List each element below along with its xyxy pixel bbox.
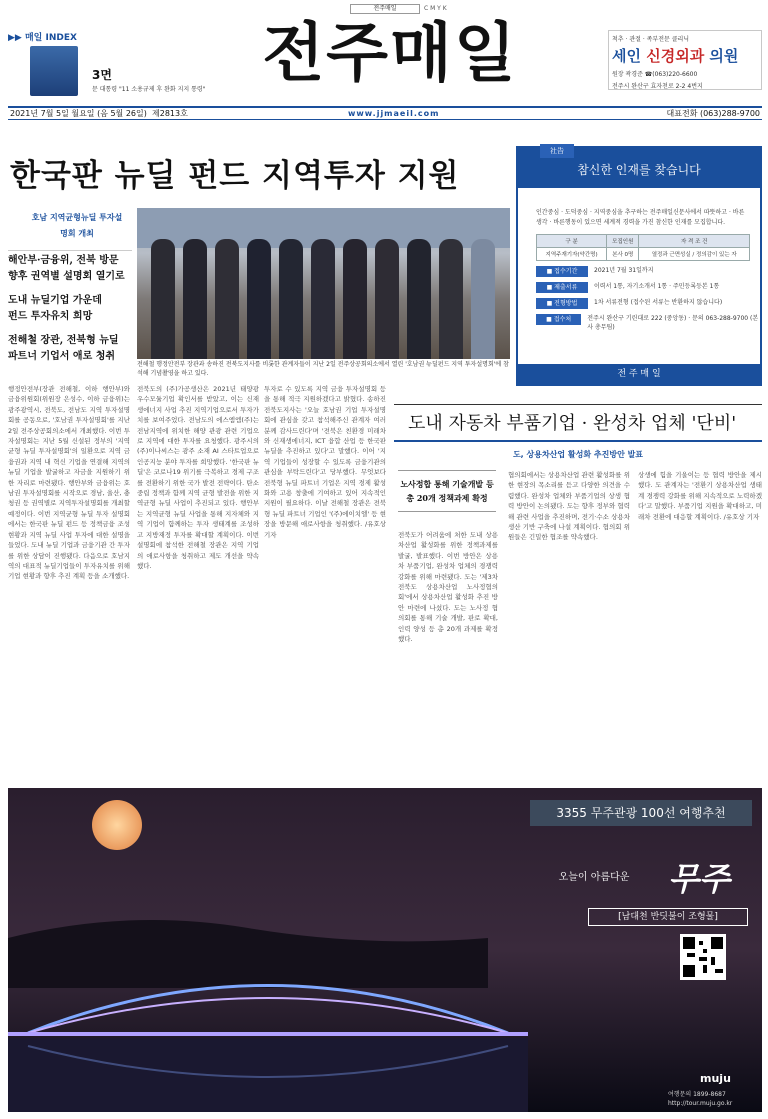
article2-title: 도내 자동차 부품기업 · 완성차 업체 '단비'	[394, 404, 762, 442]
ad-place: [남대천 반딧불이 조형물]	[588, 908, 748, 926]
ad-contact: 여행문의 1899-8687 http://tour.muju.go.kr	[668, 1091, 733, 1107]
article2-side-headline: 노사정합 통해 기술개발 등 총 20개 정책과제 확정	[398, 470, 496, 512]
phone-number: 대표전화 (063)288-9700	[666, 109, 760, 118]
dateline	[8, 106, 762, 120]
index-photo	[30, 46, 78, 96]
main-headline: 한국판 뉴딜 펀드 지역투자 지원	[10, 158, 460, 194]
article1-col1: 행정안전부(장관 전해철, 이하 행안부)와 금융위원회(위원장 은성수, 이하 금융위)는 광주광역시, 전북도, 전남도 지역 투자설명회를 공동으로, '호남권 투자설명회'를 지난 2일 전주상공회의소에서 개최했다. 이번 투자설명회는 지난 5월 신설된 정부의 '지역균형 뉴딜 투자설명회'의 일환으로 지역 금융권과 지역 내 혁신 기업을 연결해 지역의 뉴딜 기업을 발굴하고 자금을 지원하기 위한 자리로 마련됐다. 행안부와 금융위는 호남권 투자설명회를 시작으로 경남, 울산, 충청권 등 권역별로 지역투자설명회를 개최할 예정이다. 이번 지역균형 뉴딜 투자 설명회에서는 한국판 뉴딜 펀드 등 정책금융 조성 현황과 지역 뉴딜 사업 투자에 대한 설명을 들었다. 도내 뉴딜 기업과 금융기관 간 투자를 위한 상담이 진행됐다. 다음으로 호남지역의 대표적 뉴딜기업들이 투자유치를 위해 기업 현황과 향후 추진 계획 등을 소개했다.	[8, 385, 130, 581]
sub-headlines: 해안부·금융위, 전북 방문 향후 권역별 설명회 열기로 도내 뉴딜기업 가운데 펀드 투자유치 희망 전해철 장관, 전북형 뉴딜 파트너 기업서 애로 청취	[8, 250, 132, 365]
index-heading: ▶▶ 매일 INDEX	[8, 33, 77, 43]
notice-row: ■ 제출서류 이력서 1통, 자기소개서 1통 · 주민등록등본 1통	[536, 282, 760, 293]
notice-footer: 전 주 매 일	[518, 364, 760, 384]
masthead: 전주매일	[262, 17, 518, 91]
article2-col1: 전북도가 어려움에 처한 도내 상용차산업 활성화를 위한 정책과제를 발굴, 발표했다. 이번 방안은 상용차 부품기업, 완성차 업체의 경쟁력 강화를 위해 마련됐다. 도는 '제3차 전북도 상용차산업 노사정협의회'에서 상용차산업 활성화 추진 방안 마련에 나섰다. 도는 노사정 협의회를 통해 기술 개발, 판로 확대, 인력 양성 등 총 20개 과제를 확정했다.	[398, 531, 498, 644]
top-ad-line3: 원장 곽경준 ☎(063)220-6600	[612, 71, 698, 78]
qr-code-icon[interactable]	[680, 934, 726, 980]
photo-caption: 전해철 행정안전부 장관과 송하진 전북도지사를 비롯한 관계자들이 지난 2일 전주상공회의소에서 열린 '호남권 뉴딜펀드 지역 투자설명회'에 참석해 기념촬영을 하고 있다.	[137, 361, 509, 377]
website-link[interactable]: www.jjmaeil.com	[348, 109, 440, 118]
notice-tag: 社告	[540, 144, 574, 158]
top-ad[interactable]	[608, 30, 762, 90]
top-ad-line1: 척추 · 관절 · 족부전문 클리닉	[612, 36, 690, 43]
notice-row: ■ 접수기간 2021년 7월 31일까지	[536, 266, 760, 277]
notice-row: ■ 전형방법 1차 서류전형 (접수된 서류는 반환하지 않습니다)	[536, 298, 760, 309]
group-photo	[137, 208, 510, 359]
muju-brand: muju	[700, 1072, 731, 1085]
ad-headline: 3355 무주관광 100선 여행추천	[530, 800, 752, 826]
article2-subtitle: 도, 상용차산업 활성화 추진방안 발표	[512, 450, 644, 459]
index-page: 3면	[92, 68, 112, 82]
notice-intro: 인간중심 · 도덕중심 · 지역중심을 추구하는 전주매일신문사에서 따뜻하고 · 바른생각 · 바른행동이 있으면 세계적 경력을 가진 참신한 인재를 모집합니다.	[536, 209, 745, 226]
article1-col3: 투자로 수 있도록 지역 금융 투자설명회 등을 통해 적극 지원하겠다고 밝혔다. 송하진 전북도지사는 '오늘 호남권 기업 투자설명회에 관심을 갖고 참석해주신 관계자 여러분께 감사드린다'며 '전북은 친환경 미래차와 신재생에너지, ICT 융합 산업 등 한국판 뉴딜을 추진하고 있다'고 말했다. 이어 '지역 기업들이 성장할 수 있도록 금융기관의 관심을 부탁드린다'고 당부했다. 무엇보다 전북형 뉴딜 파트너 기업은 지역 경제 활성화와 고용 창출에 기여하고 있어 지속적인 지원이 필요하다. 이날 전해철 장관은 전북형 뉴딜 파트너 기업인 '(주)에이치엘' 등 현장을 방문해 애로사항을 청취했다. /유호상 기자	[264, 385, 386, 539]
article2-col2: 협의회에서는 상용차산업 관련 활성화를 위한 현장의 목소리를 듣고 다양한 의견을 수렴했다. 완성차 업체와 부품기업의 상생 협력 방안이 논의됐다. 도는 향후 정부와 협력해 관련 사업을 추진하며, 전기·수소 상용차 생산 기반 구축에 나설 계획이다. 협의회 위원들은 긴밀한 협조를 약속했다.	[508, 471, 630, 542]
moon	[92, 800, 142, 850]
notice-title-bar	[518, 148, 760, 188]
article2-col3: 상생에 힘을 기울이는 등 협력 방안을 제시했다. 도 관계자는 '전환기 상용차산업 생태계 경쟁력 강화를 위해 지속적으로 노력하겠다'고 말했다. 부품기업 지원을 확대하고, 미래차 전환에 대응할 계획이다. /유호상 기자	[638, 471, 762, 521]
sub-kicker: 호남 지역균형뉴딜 투자설명회 개최	[31, 213, 123, 238]
notice-row: ■ 접수처 전주시 완산구 기린대로 222 (중앙동) · 문의 063-288-9700 (본사 총무팀)	[536, 314, 760, 332]
notice-box	[516, 146, 762, 386]
index-text: 문 대통령 "11 소용규제 후 완화 지지 통령"	[92, 86, 206, 93]
article1-col2: 전북도의 (주)가공생산은 2021년 태양광 우수모듈기업 확인서를 받았고, 이는 신재생에너지 사업 추진 지역기업으로서 투자가치를 보여주었다. 전남도의 에스엠엠(주)는 전남지역에 위치한 해양 관광 관련 기업으로 지역에 대한 투자를 요청했다. 광주시의 (주)이나씨스는 광주 소재 AI 스타트업으로 인공지능 분야 투자를 희망했다. '한국판 뉴딜'은 코로나19 위기를 극복하고 경제 구조를 전환하기 위한 국가 발전 전략이다. 탄소중립 정책과 함께 지역 균형 발전을 위한 지역균형 뉴딜 사업이 추진되고 있다. 행안부는 지역균형 뉴딜 사업을 통해 지자체와 지역 기업이 함께하는 투자 생태계를 조성하고 지방재정 투자를 확대할 계획이다. 이번 설명회에 참석한 전해철 장관은 지역 기업의 애로사항을 청취하고 제도 개선을 약속했다.	[137, 385, 259, 570]
ad-slogan: 오늘이 아름다운	[558, 872, 630, 883]
notice-table: 구 분 모집인원 자 격 조 건 지역주재기자(약간명) 본사 0명 열정과 근면성실 / 정의감이 있는 자	[536, 234, 750, 261]
notice-title: 참신한 인재를 찾습니다	[577, 163, 701, 177]
issue-number: 제2813호	[152, 109, 188, 118]
cmyk-mark: C M Y K	[424, 5, 447, 12]
top-ad-name: 세인 신경외과 의원	[612, 47, 739, 65]
top-mark: 전주매일	[350, 4, 420, 14]
top-ad-line4: 전주시 완산구 효자천로 2-2 4번지	[612, 83, 703, 90]
issue-date: 2021년 7월 5일 월요일 (음 5월 26일)	[10, 109, 147, 118]
muju-logo: 무주	[668, 860, 730, 898]
